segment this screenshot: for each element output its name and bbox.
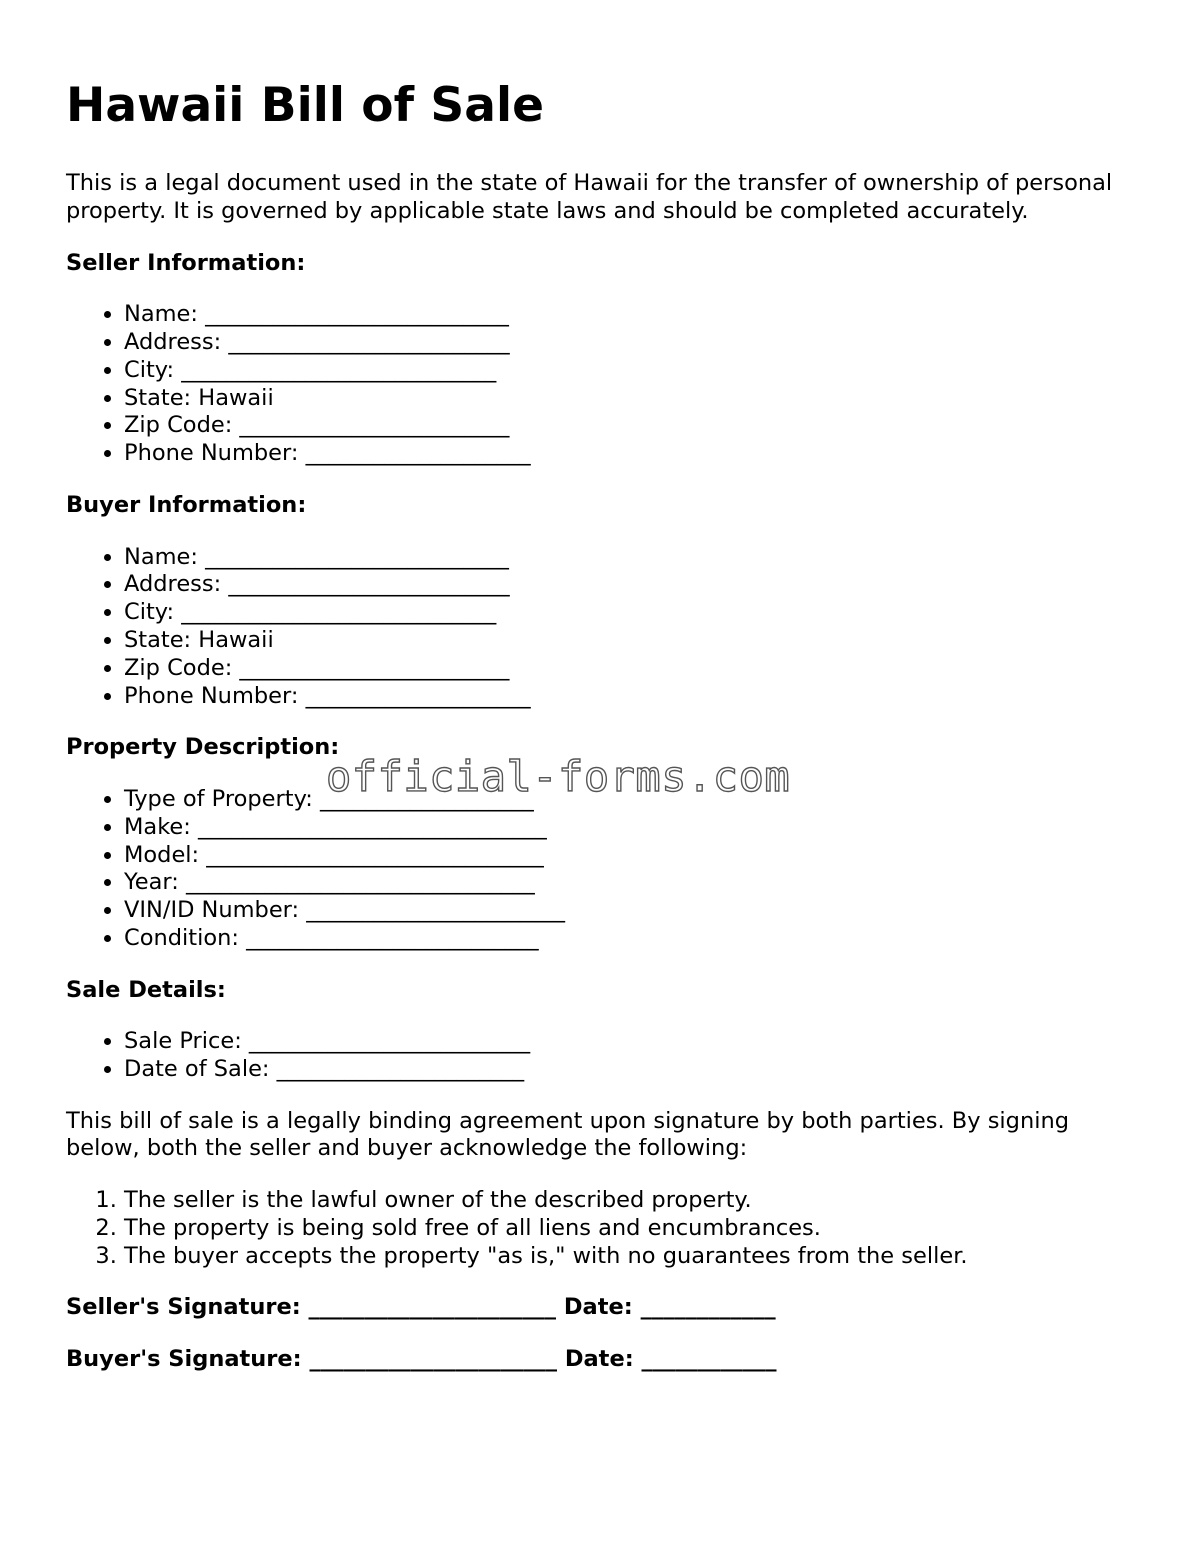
seller-phone-field[interactable]: • Phone Number: ____________________: [124, 440, 1126, 468]
buyer-name-field[interactable]: • Name: ___________________________: [124, 544, 1126, 572]
property-year-field[interactable]: • Year: _______________________________: [124, 869, 1126, 897]
seller-name-field[interactable]: • Name: ___________________________: [124, 301, 1126, 329]
property-model-field[interactable]: • Model: ______________________________: [124, 842, 1126, 870]
sale-date-field[interactable]: • Date of Sale: ______________________: [124, 1056, 1126, 1084]
buyer-list: [66, 544, 1126, 711]
seller-zip-field[interactable]: • Zip Code: ________________________: [124, 412, 1126, 440]
page-title: Hawaii Bill of Sale: [66, 78, 544, 133]
buyer-address-field[interactable]: • Address: _________________________: [124, 571, 1126, 599]
sale-heading: Sale Details:: [66, 976, 226, 1003]
agreement-paragraph: This bill of sale is a legally binding agreement upon signature by both parties. By signing below, both the seller and buyer acknowledge the following:: [66, 1107, 1070, 1162]
property-list: [66, 786, 1126, 953]
property-condition-field[interactable]: • Condition: __________________________: [124, 925, 1126, 953]
seller-list: [66, 301, 1126, 468]
acknowledgement-item: 3. The buyer accepts the property "as is," with no guarantees from the seller.: [124, 1243, 1126, 1271]
acknowledgement-item: 2. The property is being sold free of all liens and encumbrances.: [124, 1215, 1126, 1243]
seller-address-field[interactable]: • Address: _________________________: [124, 329, 1126, 357]
buyer-state-field: • State: Hawaii: [124, 627, 1126, 655]
property-type-field[interactable]: • Type of Property: ___________________: [124, 786, 1126, 814]
seller-state-field: • State: Hawaii: [124, 385, 1126, 413]
intro-paragraph: This is a legal document used in the state of Hawaii for the transfer of ownership of personal property. It is governed by applicable state laws and should be completed accurately.: [66, 170, 1113, 224]
seller-city-field[interactable]: • City: ____________________________: [124, 357, 1126, 385]
buyer-city-field[interactable]: • City: ____________________________: [124, 599, 1126, 627]
buyer-phone-field[interactable]: • Phone Number: ____________________: [124, 683, 1126, 711]
sale-list: [66, 1028, 1126, 1084]
acknowledgement-list: [66, 1187, 1126, 1270]
buyer-signature-line[interactable]: Buyer's Signature: ______________________ Date: ____________: [66, 1346, 777, 1373]
watermark: official-forms.com: [326, 752, 791, 801]
acknowledgement-item: 1. The seller is the lawful owner of the described property.: [124, 1187, 1126, 1215]
seller-heading: Seller Information:: [66, 249, 306, 276]
seller-signature-line[interactable]: Seller's Signature: ______________________ Date: ____________: [66, 1294, 776, 1321]
property-heading: Property Description:: [66, 734, 340, 761]
sale-price-field[interactable]: • Sale Price: _________________________: [124, 1028, 1126, 1056]
buyer-zip-field[interactable]: • Zip Code: ________________________: [124, 655, 1126, 683]
buyer-heading: Buyer Information:: [66, 491, 307, 518]
document-page: [66, 78, 1126, 1398]
property-make-field[interactable]: • Make: _______________________________: [124, 814, 1126, 842]
property-vin-field[interactable]: • VIN/ID Number: _______________________: [124, 897, 1126, 925]
